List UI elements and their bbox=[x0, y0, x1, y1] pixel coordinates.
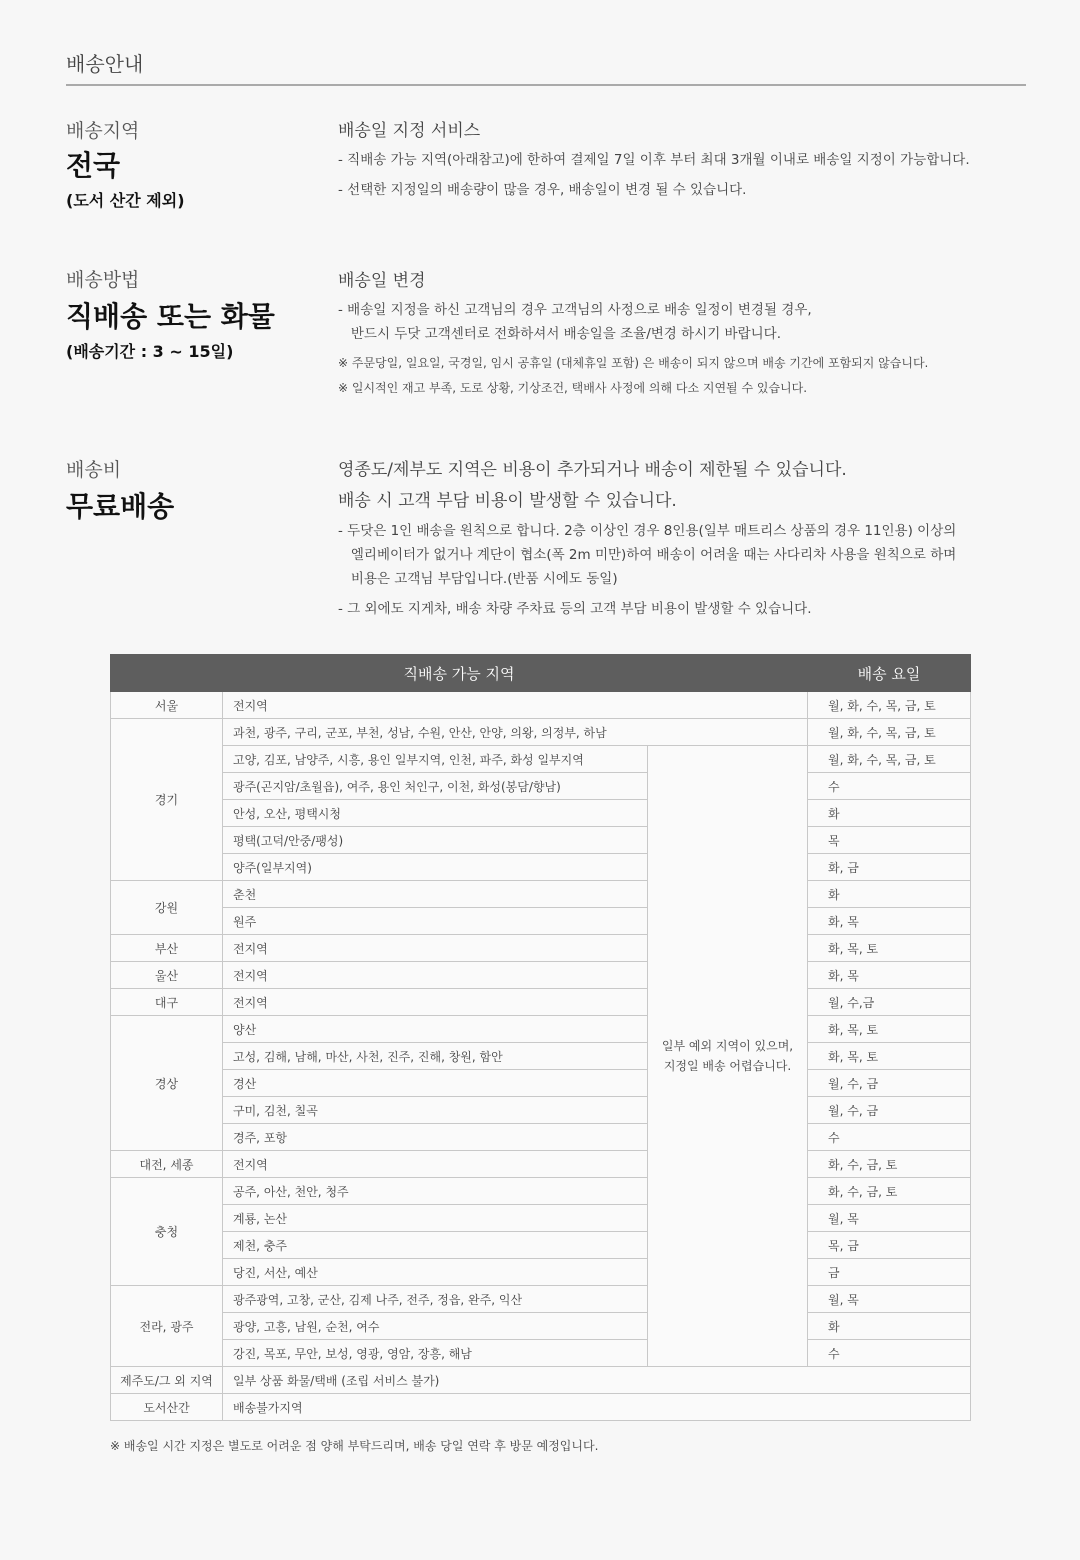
table-row bbox=[111, 1394, 971, 1421]
table-row bbox=[111, 1340, 971, 1367]
table-row bbox=[111, 1124, 971, 1151]
service-title: 배송일 지정 서비스 bbox=[338, 121, 481, 141]
table-row bbox=[111, 854, 971, 881]
days-cell: 목, 금 bbox=[808, 1232, 971, 1259]
footer-note: ※ 배송일 시간 지정은 별도로 어려운 점 양해 부탁드리며, 배송 당일 연락 후 방문 예정입니다. bbox=[110, 1439, 599, 1453]
table-row bbox=[111, 1286, 971, 1313]
area-cell: 공주, 아산, 천안, 청주 bbox=[223, 1178, 648, 1205]
exception-note bbox=[648, 746, 808, 1367]
area-cell: 전지역 bbox=[223, 989, 648, 1016]
days-cell: 월, 화, 수, 목, 금, 토 bbox=[808, 746, 971, 773]
header-days: 배송 요일 bbox=[808, 655, 971, 692]
service-line: - 직배송 가능 지역(아래참고)에 한하여 결제일 7일 이후 부터 최대 3개월 이내로 배송일 지정이 가능합니다. bbox=[338, 152, 970, 168]
area-cell: 양산 bbox=[223, 1016, 648, 1043]
area-cell: 원주 bbox=[223, 908, 648, 935]
area-cell: 경주, 포항 bbox=[223, 1124, 648, 1151]
days-cell: 수 bbox=[808, 1124, 971, 1151]
region-cell: 도서산간 bbox=[111, 1394, 223, 1421]
region-cell: 서울 bbox=[111, 692, 223, 719]
region-cell: 울산 bbox=[111, 962, 223, 989]
days-cell: 화 bbox=[808, 881, 971, 908]
region-cell: 전라, 광주 bbox=[111, 1286, 223, 1367]
days-cell: 화 bbox=[808, 1313, 971, 1340]
days-cell: 월, 수, 금 bbox=[808, 1070, 971, 1097]
area-cell: 과천, 광주, 구리, 군포, 부천, 성남, 수원, 안산, 안양, 의왕, 의정부, 하남 bbox=[223, 719, 808, 746]
area-cell: 강진, 목포, 무안, 보성, 영광, 영암, 장흥, 해남 bbox=[223, 1340, 648, 1367]
region-cell: 강원 bbox=[111, 881, 223, 935]
header-area: 직배송 가능 지역 bbox=[111, 655, 808, 692]
days-cell: 목 bbox=[808, 827, 971, 854]
table-header-row bbox=[111, 655, 971, 692]
fee-line: - 두닷은 1인 배송을 원칙으로 합니다. 2층 이상인 경우 8인용(일부 매트리스 상품의 경우 11인용) 이상의 bbox=[338, 523, 957, 539]
table-row bbox=[111, 1313, 971, 1340]
title-divider bbox=[66, 84, 1026, 86]
area-cell: 춘천 bbox=[223, 881, 648, 908]
days-cell: 금 bbox=[808, 1259, 971, 1286]
table-row bbox=[111, 1205, 971, 1232]
exception-line: 일부 예외 지역이 있으며, bbox=[661, 1039, 794, 1053]
days-cell: 화, 목, 토 bbox=[808, 935, 971, 962]
region-value: 전국 bbox=[66, 149, 121, 182]
days-cell: 월, 수, 금 bbox=[808, 1097, 971, 1124]
method-note: (배송기간 : 3 ~ 15일) bbox=[66, 342, 234, 361]
table-row bbox=[111, 1232, 971, 1259]
table-row bbox=[111, 1178, 971, 1205]
table-row bbox=[111, 908, 971, 935]
area-cell: 평택(고덕/안중/팽성) bbox=[223, 827, 648, 854]
days-cell: 월, 목 bbox=[808, 1205, 971, 1232]
region-label: 배송지역 bbox=[66, 120, 140, 142]
area-cell: 구미, 김천, 칠곡 bbox=[223, 1097, 648, 1124]
days-cell: 수 bbox=[808, 1340, 971, 1367]
days-cell: 화, 금 bbox=[808, 854, 971, 881]
table-row bbox=[111, 800, 971, 827]
days-cell: 월, 수,금 bbox=[808, 989, 971, 1016]
table-row bbox=[111, 1070, 971, 1097]
area-cell: 전지역 bbox=[223, 962, 648, 989]
change-line: - 배송일 지정을 하신 고객님의 경우 고객님의 사정으로 배송 일정이 변경될 경우, bbox=[338, 302, 812, 318]
region-cell: 제주도/그 외 지역 bbox=[111, 1367, 223, 1394]
area-cell: 배송불가지역 bbox=[223, 1394, 971, 1421]
fee-line: 엘리베이터가 없거나 계단이 협소(폭 2m 미만)하여 배송이 어려울 때는 사다리차 사용을 원칙으로 하며 bbox=[338, 547, 957, 563]
fee-line: 비용은 고객님 부담입니다.(반품 시에도 동일) bbox=[338, 571, 618, 587]
change-line: 반드시 두닷 고객센터로 전화하셔서 배송일을 조율/변경 하시기 바랍니다. bbox=[338, 326, 781, 342]
area-cell: 고성, 김해, 남해, 마산, 사천, 진주, 진해, 창원, 함안 bbox=[223, 1043, 648, 1070]
area-cell: 경산 bbox=[223, 1070, 648, 1097]
region-cell: 대전, 세종 bbox=[111, 1151, 223, 1178]
area-cell: 광주광역, 고창, 군산, 김제 나주, 전주, 정읍, 완주, 익산 bbox=[223, 1286, 648, 1313]
fee-value: 무료배송 bbox=[66, 490, 175, 523]
days-cell: 화 bbox=[808, 800, 971, 827]
table-row bbox=[111, 1016, 971, 1043]
area-cell: 계룡, 논산 bbox=[223, 1205, 648, 1232]
area-cell: 광주(곤지암/초월읍), 여주, 용인 처인구, 이천, 화성(봉담/향남) bbox=[223, 773, 648, 800]
delivery-zone-table bbox=[110, 654, 971, 1421]
area-cell: 광양, 고흥, 남원, 순천, 여수 bbox=[223, 1313, 648, 1340]
page-title: 배송안내 bbox=[66, 52, 144, 76]
table-row bbox=[111, 746, 971, 773]
days-cell: 월, 화, 수, 목, 금, 토 bbox=[808, 692, 971, 719]
method-label: 배송방법 bbox=[66, 269, 140, 291]
days-cell: 월, 목 bbox=[808, 1286, 971, 1313]
area-cell: 전지역 bbox=[223, 935, 648, 962]
days-cell: 화, 목, 토 bbox=[808, 1043, 971, 1070]
table-row bbox=[111, 692, 971, 719]
table-row bbox=[111, 962, 971, 989]
fee-info: 배송 시 고객 부담 비용이 발생할 수 있습니다. bbox=[338, 491, 677, 511]
days-cell: 화, 목 bbox=[808, 908, 971, 935]
days-cell: 수 bbox=[808, 773, 971, 800]
table-row bbox=[111, 1367, 971, 1394]
method-value: 직배송 또는 화물 bbox=[66, 300, 275, 333]
method-notice: ※ 일시적인 재고 부족, 도로 상황, 기상조건, 택배사 사정에 의해 다소 지연될 수 있습니다. bbox=[338, 381, 808, 395]
table-row bbox=[111, 719, 971, 746]
days-cell: 월, 화, 수, 목, 금, 토 bbox=[808, 719, 971, 746]
days-cell: 화, 수, 금, 토 bbox=[808, 1151, 971, 1178]
table-row bbox=[111, 1097, 971, 1124]
area-cell: 전지역 bbox=[223, 692, 808, 719]
service-line: - 선택한 지정일의 배송량이 많을 경우, 배송일이 변경 될 수 있습니다. bbox=[338, 182, 747, 198]
fee-info: 영종도/제부도 지역은 비용이 추가되거나 배송이 제한될 수 있습니다. bbox=[338, 460, 847, 480]
table-row bbox=[111, 1151, 971, 1178]
area-cell: 고양, 김포, 남양주, 시흥, 용인 일부지역, 인천, 파주, 화성 일부지역 bbox=[223, 746, 648, 773]
region-cell: 대구 bbox=[111, 989, 223, 1016]
region-cell: 경기 bbox=[111, 719, 223, 881]
table-row bbox=[111, 773, 971, 800]
change-title: 배송일 변경 bbox=[338, 271, 426, 291]
area-cell: 안성, 오산, 평택시청 bbox=[223, 800, 648, 827]
area-cell: 전지역 bbox=[223, 1151, 648, 1178]
area-cell: 제천, 충주 bbox=[223, 1232, 648, 1259]
table-row bbox=[111, 1259, 971, 1286]
fee-line: - 그 외에도 지게차, 배송 차량 주차료 등의 고객 부담 비용이 발생할 수 있습니다. bbox=[338, 601, 812, 617]
region-cell: 충청 bbox=[111, 1178, 223, 1286]
area-cell: 양주(일부지역) bbox=[223, 854, 648, 881]
area-cell: 당진, 서산, 예산 bbox=[223, 1259, 648, 1286]
table-row bbox=[111, 935, 971, 962]
days-cell: 화, 목, 토 bbox=[808, 1016, 971, 1043]
region-note: (도서 산간 제외) bbox=[66, 191, 185, 210]
region-cell: 경상 bbox=[111, 1016, 223, 1151]
region-cell: 부산 bbox=[111, 935, 223, 962]
exception-line: 지정일 배송 어렵습니다. bbox=[663, 1059, 792, 1073]
method-notice: ※ 주문당일, 일요일, 국경일, 임시 공휴일 (대체휴일 포함) 은 배송이 되지 않으며 배송 기간에 포함되지 않습니다. bbox=[338, 356, 929, 370]
area-cell: 일부 상품 화물/택배 (조립 서비스 불가) bbox=[223, 1367, 971, 1394]
days-cell: 화, 수, 금, 토 bbox=[808, 1178, 971, 1205]
table-row bbox=[111, 1043, 971, 1070]
table-row bbox=[111, 827, 971, 854]
table-row bbox=[111, 989, 971, 1016]
days-cell: 화, 목 bbox=[808, 962, 971, 989]
fee-label: 배송비 bbox=[66, 459, 122, 481]
table-row bbox=[111, 881, 971, 908]
